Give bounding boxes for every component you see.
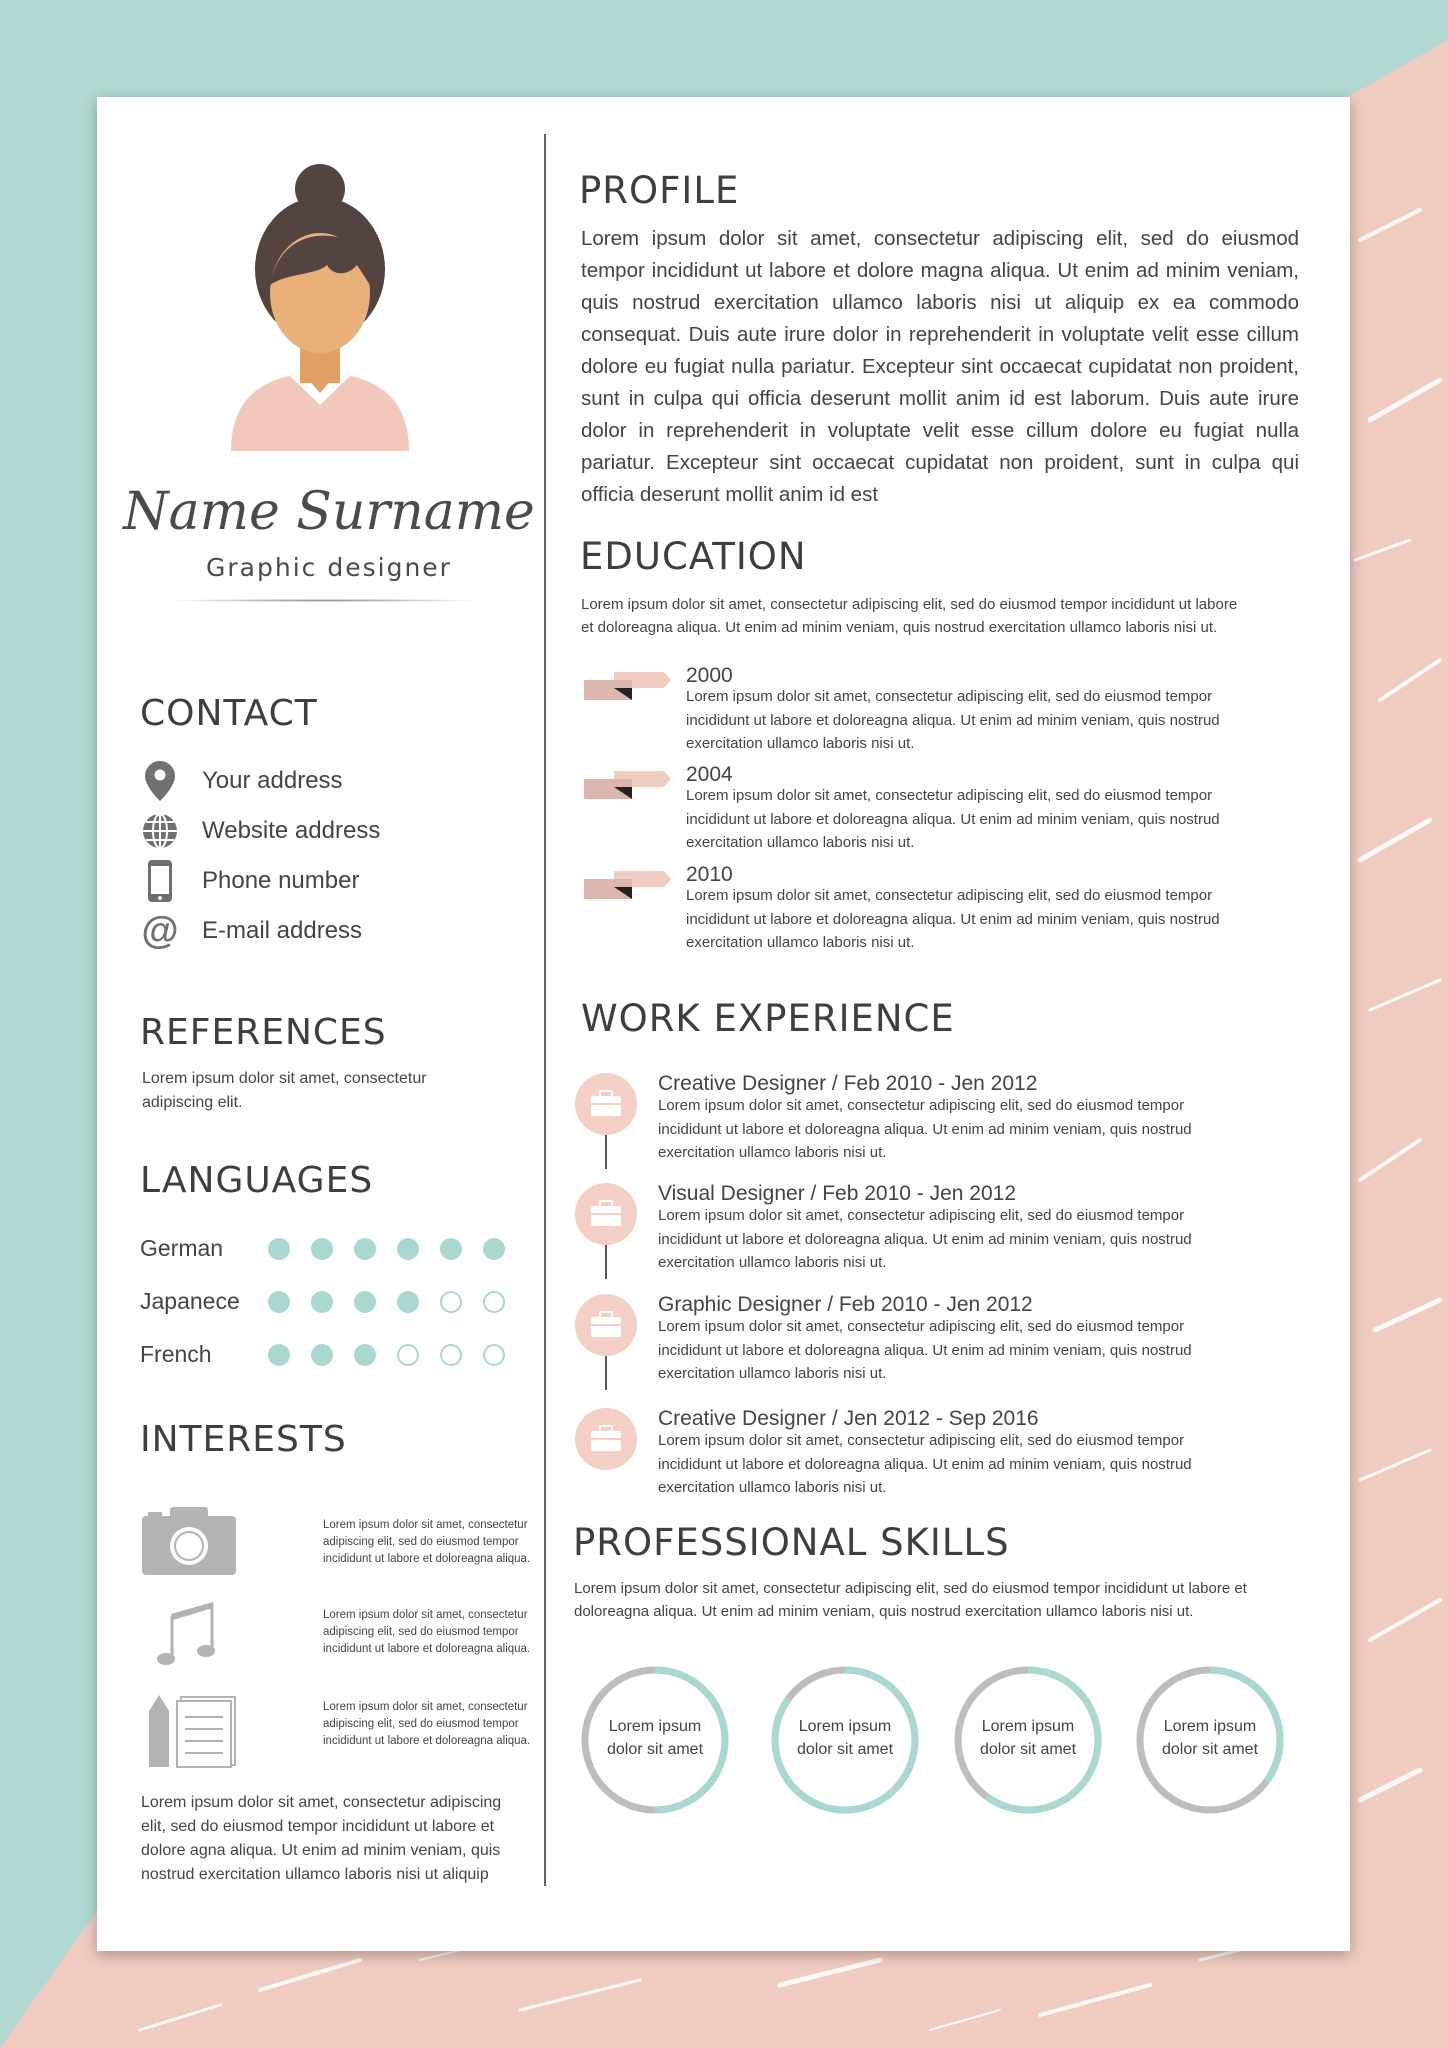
contact-list	[140, 756, 380, 956]
interests-heading: INTERESTS	[140, 1419, 347, 1460]
skill-label	[968, 1715, 1088, 1761]
work-title	[658, 1293, 1033, 1317]
level-dot	[311, 1344, 333, 1366]
skill-label-line: dolor sit amet	[606, 1741, 704, 1758]
work-role: Creative Designer	[658, 1072, 827, 1095]
level-dot	[397, 1238, 419, 1260]
language-row	[140, 1222, 526, 1275]
skill-label-line: Lorem ipsum	[798, 1718, 892, 1735]
skill-label	[595, 1715, 715, 1761]
level-dot	[268, 1291, 290, 1313]
level-dot	[311, 1291, 333, 1313]
skill-label-line: dolor sit amet	[1161, 1741, 1259, 1758]
skill-label	[785, 1715, 905, 1761]
work-period: / Feb 2010 - Jen 2012	[831, 1072, 1038, 1095]
level-dot	[397, 1291, 419, 1313]
profile-text: Lorem ipsum dolor sit amet, consectetur adipiscing elit, sed do eiusmod tempor incididunt ut labore et dolore magna aliqua. Ut enim ad minim veniam, quis nostrud exercitation ullamco laboris nisi ut aliquip ex ea commodo consequat. Duis aute irure dolor in reprehenderit in voluptate velit esse cillum dolore eu fugiat nulla pariatur. Excepteur sint occaecat cupidatat non proident, sunt in culpa qui officia deserunt mollit anim id est laborum. Duis aute irure dolor in reprehenderit in voluptate velit esse cillum dolore eu fugiat nulla pariatur. Excepteur sint occaecat cupidatat non proident, sunt in culpa qui officia deserunt mollit anim id est	[581, 227, 1299, 506]
level-dot	[354, 1291, 376, 1313]
contact-website	[140, 806, 380, 856]
languages-list	[140, 1222, 526, 1381]
globe-icon	[140, 811, 180, 851]
location-pin-icon	[140, 761, 180, 801]
skill-label-line: Lorem ipsum	[981, 1718, 1075, 1735]
candidate-name: Name Surname	[123, 482, 535, 542]
education-arrow-icon	[584, 869, 671, 901]
language-name: German	[140, 1235, 224, 1261]
contact-website-text: Website address	[202, 817, 381, 844]
education-text: Lorem ipsum dolor sit amet, consectetur adipiscing elit, sed do eiusmod tempor incididunt ut labore et doloreagna aliqua. Ut enim ad minim veniam, quis nostrud exercitation ullamco laboris nisi ut.	[686, 787, 1220, 851]
work-text: Lorem ipsum dolor sit amet, consectetur adipiscing elit, sed do eiusmod tempor incididunt ut labore et doloreagna aliqua. Ut enim ad minim veniam, quis nostrud exercitation ullamco laboris nisi ut.	[658, 1207, 1192, 1271]
skills-gauges	[580, 1665, 1310, 1815]
work-timeline	[605, 1135, 607, 1435]
resume-sheet	[97, 97, 1350, 1951]
contact-phone-text: Phone number	[202, 867, 360, 894]
work-title	[658, 1407, 1039, 1431]
work-role: Creative Designer	[658, 1407, 827, 1430]
level-dot	[440, 1291, 462, 1313]
skills-intro: Lorem ipsum dolor sit amet, consectetur adipiscing elit, sed do eiusmod tempor incididunt ut labore et doloreagna aliqua. Ut enim ad minim veniam, quis nostrud exercitation ullamco laboris nisi ut.	[574, 1580, 1247, 1620]
education-intro: Lorem ipsum dolor sit amet, consectetur adipiscing elit, sed do eiusmod tempor incididunt ut labore et doloreagna aliqua. Ut enim ad minim veniam, quis nostrud exercitation ullamco laboris nisi ut.	[581, 596, 1238, 636]
work-text: Lorem ipsum dolor sit amet, consectetur adipiscing elit, sed do eiusmod tempor incididunt ut labore et doloreagna aliqua. Ut enim ad minim veniam, quis nostrud exercitation ullamco laboris nisi ut.	[658, 1318, 1192, 1382]
contact-address	[140, 756, 380, 806]
work-period: / Feb 2010 - Jen 2012	[827, 1293, 1033, 1316]
language-row	[140, 1328, 526, 1381]
skill-label-line: dolor sit amet	[796, 1741, 894, 1758]
contact-phone	[140, 856, 380, 906]
work-role: Graphic Designer	[658, 1293, 822, 1316]
contact-heading: CONTACT	[140, 693, 318, 734]
work-period: / Jen 2012 - Sep 2016	[831, 1407, 1039, 1430]
language-row	[140, 1275, 526, 1328]
interest-text: Lorem ipsum dolor sit amet, consectetur adipiscing elit, sed do eiusmod tempor incididunt ut labore et doloreagna aliqua.	[323, 1519, 531, 1565]
work-text: Lorem ipsum dolor sit amet, consectetur adipiscing elit, sed do eiusmod tempor incididunt ut labore et doloreagna aliqua. Ut enim ad minim veniam, quis nostrud exercitation ullamco laboris nisi ut.	[658, 1097, 1192, 1161]
work-title	[658, 1182, 1016, 1206]
level-dot	[268, 1344, 290, 1366]
level-dot	[440, 1238, 462, 1260]
interest-text: Lorem ipsum dolor sit amet, consectetur adipiscing elit, sed do eiusmod tempor incididunt ut labore et doloreagna aliqua.	[323, 1609, 531, 1655]
pencil-notebook-icon	[149, 1695, 239, 1767]
name-underline	[169, 599, 479, 602]
column-divider	[544, 134, 546, 1886]
camera-icon	[142, 1507, 236, 1575]
education-year: 2010	[686, 863, 733, 886]
skill-label	[1150, 1715, 1270, 1761]
level-dot	[483, 1291, 505, 1313]
briefcase-icon	[574, 1072, 638, 1136]
references-text: Lorem ipsum dolor sit amet, consectetur adipiscing elit.	[142, 1070, 427, 1111]
contact-email	[140, 906, 380, 956]
work-title	[658, 1072, 1037, 1096]
education-text: Lorem ipsum dolor sit amet, consectetur adipiscing elit, sed do eiusmod tempor incididunt ut labore et doloreagna aliqua. Ut enim ad minim veniam, quis nostrud exercitation ullamco laboris nisi ut.	[686, 887, 1220, 951]
languages-heading: LANGUAGES	[140, 1160, 374, 1201]
skill-label-line: Lorem ipsum	[608, 1718, 702, 1735]
level-dot	[397, 1344, 419, 1366]
work-role: Visual Designer	[658, 1182, 805, 1205]
phone-icon	[140, 861, 180, 901]
education-arrow-icon	[584, 769, 671, 801]
level-dot	[440, 1344, 462, 1366]
education-heading: EDUCATION	[580, 535, 807, 578]
references-heading: REFERENCES	[140, 1012, 387, 1053]
contact-address-text: Your address	[202, 767, 343, 794]
skill-label-line: dolor sit amet	[979, 1741, 1077, 1758]
candidate-job-title: Graphic designer	[206, 553, 452, 582]
language-name: French	[140, 1341, 212, 1367]
education-year: 2000	[686, 664, 733, 687]
interest-text: Lorem ipsum dolor sit amet, consectetur adipiscing elit, sed do eiusmod tempor incididunt ut labore et doloreagna aliqua.	[323, 1701, 531, 1747]
level-dot	[354, 1344, 376, 1366]
at-sign-icon: @	[141, 909, 179, 952]
avatar	[227, 165, 413, 451]
contact-email-text: E-mail address	[202, 917, 363, 944]
briefcase-icon	[574, 1293, 638, 1357]
work-period: / Feb 2010 - Jen 2012	[810, 1182, 1017, 1205]
interests-footer-text: Lorem ipsum dolor sit amet, consectetur adipiscing elit, sed do eiusmod tempor incididunt ut labore et dolore agna aliqua. Ut enim ad minim veniam, quis nostrud exercitation ullamco laboris nisi ut aliquip	[141, 1794, 502, 1883]
music-note-icon	[157, 1602, 217, 1666]
education-text: Lorem ipsum dolor sit amet, consectetur adipiscing elit, sed do eiusmod tempor incididunt ut labore et doloreagna aliqua. Ut enim ad minim veniam, quis nostrud exercitation ullamco laboris nisi ut.	[686, 688, 1220, 752]
skill-label-line: Lorem ipsum	[1163, 1718, 1257, 1735]
profile-heading: PROFILE	[579, 169, 740, 212]
level-dot	[268, 1238, 290, 1260]
work-heading: WORK EXPERIENCE	[581, 997, 955, 1040]
level-dot	[354, 1238, 376, 1260]
briefcase-icon	[574, 1182, 638, 1246]
level-dot	[483, 1344, 505, 1366]
language-name: Japanece	[140, 1288, 240, 1314]
skills-heading: PROFESSIONAL SKILLS	[573, 1521, 1010, 1564]
level-dot	[311, 1238, 333, 1260]
work-text: Lorem ipsum dolor sit amet, consectetur adipiscing elit, sed do eiusmod tempor incididunt ut labore et doloreagna aliqua. Ut enim ad minim veniam, quis nostrud exercitation ullamco laboris nisi ut.	[658, 1432, 1192, 1496]
briefcase-icon	[574, 1407, 638, 1471]
level-dot	[483, 1238, 505, 1260]
education-year: 2004	[686, 763, 733, 786]
education-arrow-icon	[584, 670, 671, 702]
